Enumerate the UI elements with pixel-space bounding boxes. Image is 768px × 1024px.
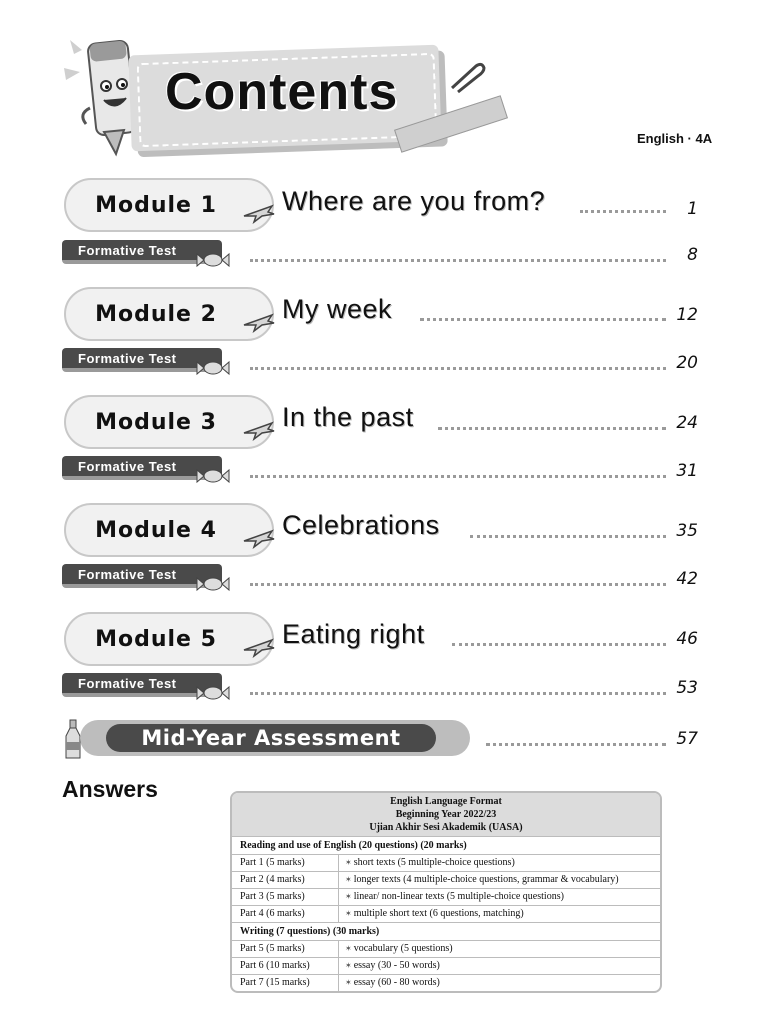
module-3-label: Module 3 xyxy=(95,409,217,435)
part-cell: Part 1 (5 marks) xyxy=(232,855,339,871)
leader-dots xyxy=(420,318,666,321)
leader-dots xyxy=(486,743,666,746)
module-5-label: Module 5 xyxy=(95,626,217,652)
module-4-title: Celebrations xyxy=(282,510,440,540)
module-3-title: In the past xyxy=(282,402,414,432)
desc-cell: ✶ multiple short text (6 questions, matching) xyxy=(339,906,660,922)
table-row xyxy=(232,940,660,957)
formative-test-5-page: 53 xyxy=(676,678,698,698)
part-cell: Part 2 (4 marks) xyxy=(232,872,339,888)
format-title-line-2: Beginning Year 2022/23 xyxy=(395,809,497,820)
page-title: Contents xyxy=(165,63,399,121)
part-cell: Part 6 (10 marks) xyxy=(232,958,339,974)
part-cell: Part 3 (5 marks) xyxy=(232,889,339,905)
format-table-header xyxy=(232,793,660,836)
format-table xyxy=(230,791,662,993)
airplane-icon xyxy=(242,634,276,658)
airplane-icon xyxy=(242,309,276,333)
part-cell: Part 5 (5 marks) xyxy=(232,941,339,957)
desc-cell: ✶ essay (30 - 50 words) xyxy=(339,958,660,974)
answers-heading: Answers xyxy=(62,776,158,802)
module-2-label: Module 2 xyxy=(95,301,217,327)
candy-icon xyxy=(196,466,230,486)
section-reading: Reading and use of English (20 questions) (20 marks) xyxy=(232,836,660,854)
leader-dots xyxy=(250,475,666,478)
leader-dots xyxy=(250,692,666,695)
table-row xyxy=(232,854,660,871)
formative-test-2-label: Formative Test xyxy=(78,350,177,366)
formative-test-1-label: Formative Test xyxy=(78,242,177,258)
leader-dots xyxy=(250,583,666,586)
desc-cell: ✶ linear/ non-linear texts (5 multiple-choice questions) xyxy=(339,889,660,905)
desc-cell: ✶ essay (60 - 80 words) xyxy=(339,975,660,991)
table-row xyxy=(232,871,660,888)
table-row xyxy=(232,888,660,905)
desc-cell: ✶ vocabulary (5 questions) xyxy=(339,941,660,957)
desc-cell: ✶ longer texts (4 multiple-choice questions, grammar & vocabulary) xyxy=(339,872,660,888)
leader-dots xyxy=(438,427,666,430)
module-2-title: My week xyxy=(282,294,393,324)
module-1-title: Where are you from? xyxy=(282,186,546,216)
airplane-icon xyxy=(242,417,276,441)
module-1-label: Module 1 xyxy=(95,192,217,218)
module-5-title: Eating right xyxy=(282,619,425,649)
part-cell: Part 4 (6 marks) xyxy=(232,906,339,922)
formative-test-5-label: Formative Test xyxy=(78,675,177,691)
leader-dots xyxy=(470,535,666,538)
paperclip-icon xyxy=(448,58,488,98)
formative-test-1-page: 8 xyxy=(687,245,698,265)
formative-test-3-label: Formative Test xyxy=(78,458,177,474)
table-row xyxy=(232,957,660,974)
candy-icon xyxy=(196,358,230,378)
mid-year-label: Mid-Year Assessment xyxy=(106,724,436,752)
airplane-icon xyxy=(242,525,276,549)
leader-dots xyxy=(250,259,666,262)
leader-dots xyxy=(580,210,666,213)
table-row xyxy=(232,974,660,991)
leader-dots xyxy=(250,367,666,370)
formative-test-3-page: 31 xyxy=(676,461,698,481)
mid-year-page: 57 xyxy=(676,729,698,749)
module-3-page: 24 xyxy=(676,413,698,433)
module-4-page: 35 xyxy=(676,521,698,541)
module-4-label: Module 4 xyxy=(95,517,217,543)
subject-label: English · 4A xyxy=(637,131,713,146)
candy-icon xyxy=(196,574,230,594)
formative-test-4-label: Formative Test xyxy=(78,566,177,582)
formative-test-4-page: 42 xyxy=(676,569,698,589)
table-row xyxy=(232,905,660,922)
formative-test-2-page: 20 xyxy=(676,353,698,373)
module-2-page: 12 xyxy=(676,305,698,325)
candy-icon xyxy=(196,683,230,703)
format-title-line-1: English Language Format xyxy=(390,796,502,807)
candy-icon xyxy=(196,250,230,270)
part-cell: Part 7 (15 marks) xyxy=(232,975,339,991)
desc-cell: ✶ short texts (5 multiple-choice questions) xyxy=(339,855,660,871)
format-title-line-3: Ujian Akhir Sesi Akademik (UASA) xyxy=(369,822,523,833)
module-1-page: 1 xyxy=(687,199,698,219)
leader-dots xyxy=(452,643,666,646)
section-writing: Writing (7 questions) (30 marks) xyxy=(232,922,660,940)
module-5-page: 46 xyxy=(676,629,698,649)
airplane-icon xyxy=(242,200,276,224)
